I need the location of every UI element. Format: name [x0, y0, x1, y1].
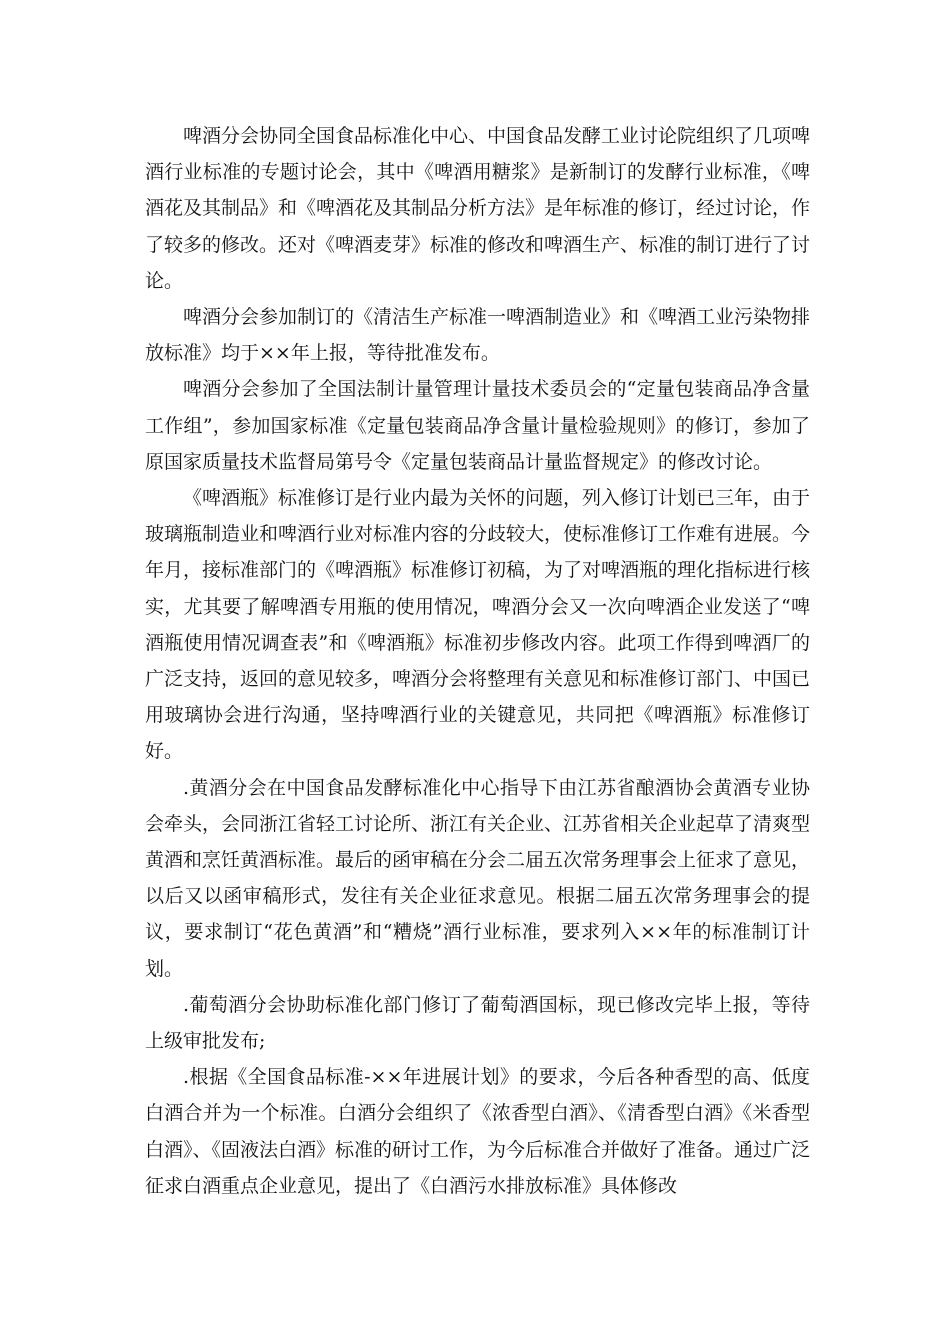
paragraph-beer-bottle-standard: 《啤酒瓶》标准修订是行业内最为关怀的问题，列入修订计划已三年，由于玻璃瓶制造业和啤酒行业对标准内容的分歧较大，使标准修订工作难有进展。今年月，接标准部门的《啤酒瓶》标准修订初稿，为了对啤酒瓶的理化指标进行核实，尤其要了解啤酒专用瓶的使用情况，啤酒分会又一次向啤酒企业发送了“啤酒瓶使用情况调查表”和《啤酒瓶》标准初步修改内容。此项工作得到啤酒厂的广泛支持，返回的意见较多，啤酒分会将整理有关意见和标准修订部门、中国已用玻璃协会进行沟通，坚持啤酒行业的关键意见，共同把《啤酒瓶》标准修订好。 — [145, 487, 811, 763]
document-body — [145, 118, 810, 1204]
paragraph-clean-production-standard: 啤酒分会参加制订的《清洁生产标准一啤酒制造业》和《啤酒工业污染物排放标准》均于××年上报，等待批准发布。 — [145, 306, 811, 365]
paragraph-net-content-working-group: 啤酒分会参加了全国法制计量管理计量技术委员会的“定量包装商品净含量工作组”，参加国家标准《定量包装商品净含量计量检验规则》的修订，参加了原国家质量技术监督局第号令《定量包装商品计量监督规定》的修改讨论。 — [145, 378, 810, 473]
paragraph-baijiu-branch: .根据《全国食品标准-××年进展计划》的要求，今后各种香型的高、低度白酒合并为一个标准。白酒分会组织了《浓香型白酒》、《清香型白酒》《米香型白酒》、《固液法白酒》标准的研讨工作，为今后标准合并做好了准备。通过广泛征求白酒重点企业意见，提出了《白酒污水排放标准》具体修改 — [145, 1066, 811, 1197]
paragraph-yellow-wine-branch: .黄酒分会在中国食品发酵标准化中心指导下由江苏省酿酒协会黄酒专业协会牵头，会同浙江省轻工讨论所、浙江有关企业、江苏省相关企业起草了清爽型黄酒和烹饪黄酒标准。最后的函审稿在分会二届五次常务理事会上征求了意见，以后又以函审稿形式，发往有关企业征求意见。根据二届五次常务理事会的提议，要求制订“花色黄酒”和“糟烧”酒行业标准，要求列入××年的标准制订计划。 — [145, 776, 811, 980]
paragraph-beer-standards-seminar: 啤酒分会协同全国食品标准化中心、中国食品发酵工业讨论院组织了几项啤酒行业标准的专题讨论会，其中《啤酒用糖浆》是新制订的发酵行业标准，《啤酒花及其制品》和《啤酒花及其制品分析方法》是年标准的修订，经过讨论，作了较多的修改。还对《啤酒麦芽》标准的修改和啤酒生产、标准的制订进行了讨论。 — [145, 125, 811, 292]
paragraph-wine-branch: .葡萄酒分会协助标准化部门修订了葡萄酒国标，现已修改完毕上报，等待上级审批发布; — [145, 993, 810, 1053]
